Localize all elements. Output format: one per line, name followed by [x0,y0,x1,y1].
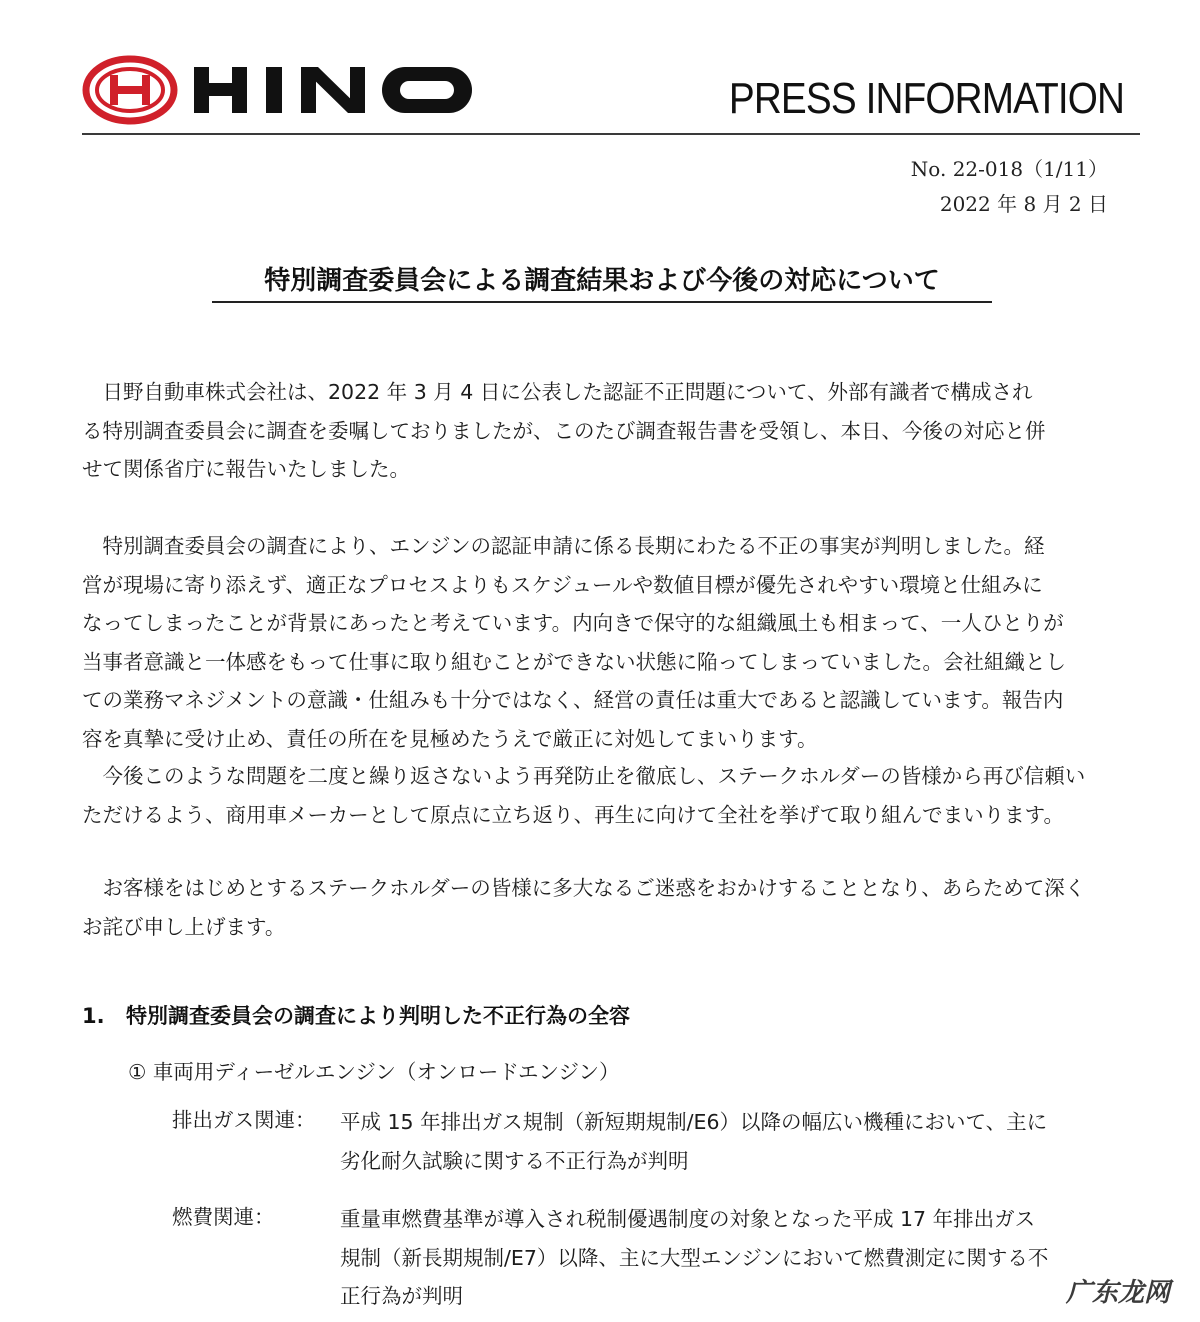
item-line: 重量車燃費基準が導入され税制優遇制度の対象となった平成 17 年排出ガス [340,1207,1036,1231]
document-number: No. 22-018（1/11） [910,157,1108,181]
paragraph-line: 容を真摯に受け止め、責任の所在を見極めたうえで厳正に対処してまいります。 [82,726,818,751]
item-label-fuel: 燃費関連： [172,1205,275,1229]
section-heading [82,1000,630,1030]
paragraph-line: 当事者意識と一体感をもって仕事に取り組むことができない状態に陥ってしまっていました。会社組織とし [82,649,1066,674]
paragraph-line: せて関係省庁に報告いたしました。 [82,457,410,481]
paragraph-line: お客様をはじめとするステークホルダーの皆様に多大なるご迷惑をおかけすることとなり、あらためて深く [82,876,1086,900]
paragraph-line: ての業務マネジメントの意識・仕組みも十分ではなく、経営の責任は重大であると認識しています。報告内 [82,688,1064,712]
item-line: 劣化耐久試験に関する不正行為が判明 [340,1148,689,1173]
item-label-emissions: 排出ガス関連： [172,1108,316,1132]
paragraph-apology [82,869,1117,946]
item-text-fuel [340,1200,1120,1316]
document-title: 特別調査委員会による調査結果および今後の対応について [212,260,992,303]
release-date: 2022 年 8 月 2 日 [939,192,1108,216]
paragraph-intro [82,373,1117,489]
paragraph-line: る特別調査委員会に調査を委嘱しておりましたが、このたび調査報告書を受領し、本日、今後の対応と併 [82,418,1046,443]
paragraph-findings [82,527,1117,758]
section-title: 特別調査委員会の調査により判明した不正行為の全容 [126,1004,630,1028]
item-text-emissions [340,1103,1120,1180]
section-subheading: ① 車両用ディーゼルエンジン（オンロードエンジン） [128,1060,620,1084]
paragraph-line: お詫び申し上げます。 [82,914,286,939]
header-rule [82,133,1140,135]
hino-logo-graphic [82,55,477,125]
paragraph-line: なってしまったことが背景にあったと考えています。内向きで保守的な組織風土も相まって、一人ひとりが [82,611,1064,635]
paragraph-line: 日野自動車株式会社は、2022 年 3 月 4 日に公表した認証不正問題について、外部有識者で構成され [82,380,1033,404]
paragraph-line: ただけるよう、商用車メーカーとして原点に立ち返り、再生に向けて全社を挙げて取り組んでまいります。 [82,802,1064,827]
press-information-title: PRESS INFORMATION [728,74,1124,123]
paragraph-line: 特別調査委員会の調査により、エンジンの認証申請に係る長期にわたる不正の事実が判明しました。経 [82,534,1045,558]
hino-logo [82,55,477,125]
item-line: 平成 15 年排出ガス規制（新短期規制/E6）以降の幅広い機種において、主に [340,1110,1048,1134]
item-line: 正行為が判明 [340,1284,463,1308]
paragraph-line: 今後このような問題を二度と繰り返さないよう再発防止を徹底し、ステークホルダーの皆様から再び信頼い [82,764,1086,788]
item-line: 規制（新長期規制/E7）以降、主に大型エンジンにおいて燃費測定に関する不 [340,1245,1049,1270]
watermark: 广东龙网 [1065,1278,1170,1308]
paragraph-prevention [82,757,1117,834]
section-number: 1. [82,1004,105,1028]
paragraph-line: 営が現場に寄り添えず、適正なプロセスよりもスケジュールや数値目標が優先されやすい環境と仕組みに [82,572,1043,597]
